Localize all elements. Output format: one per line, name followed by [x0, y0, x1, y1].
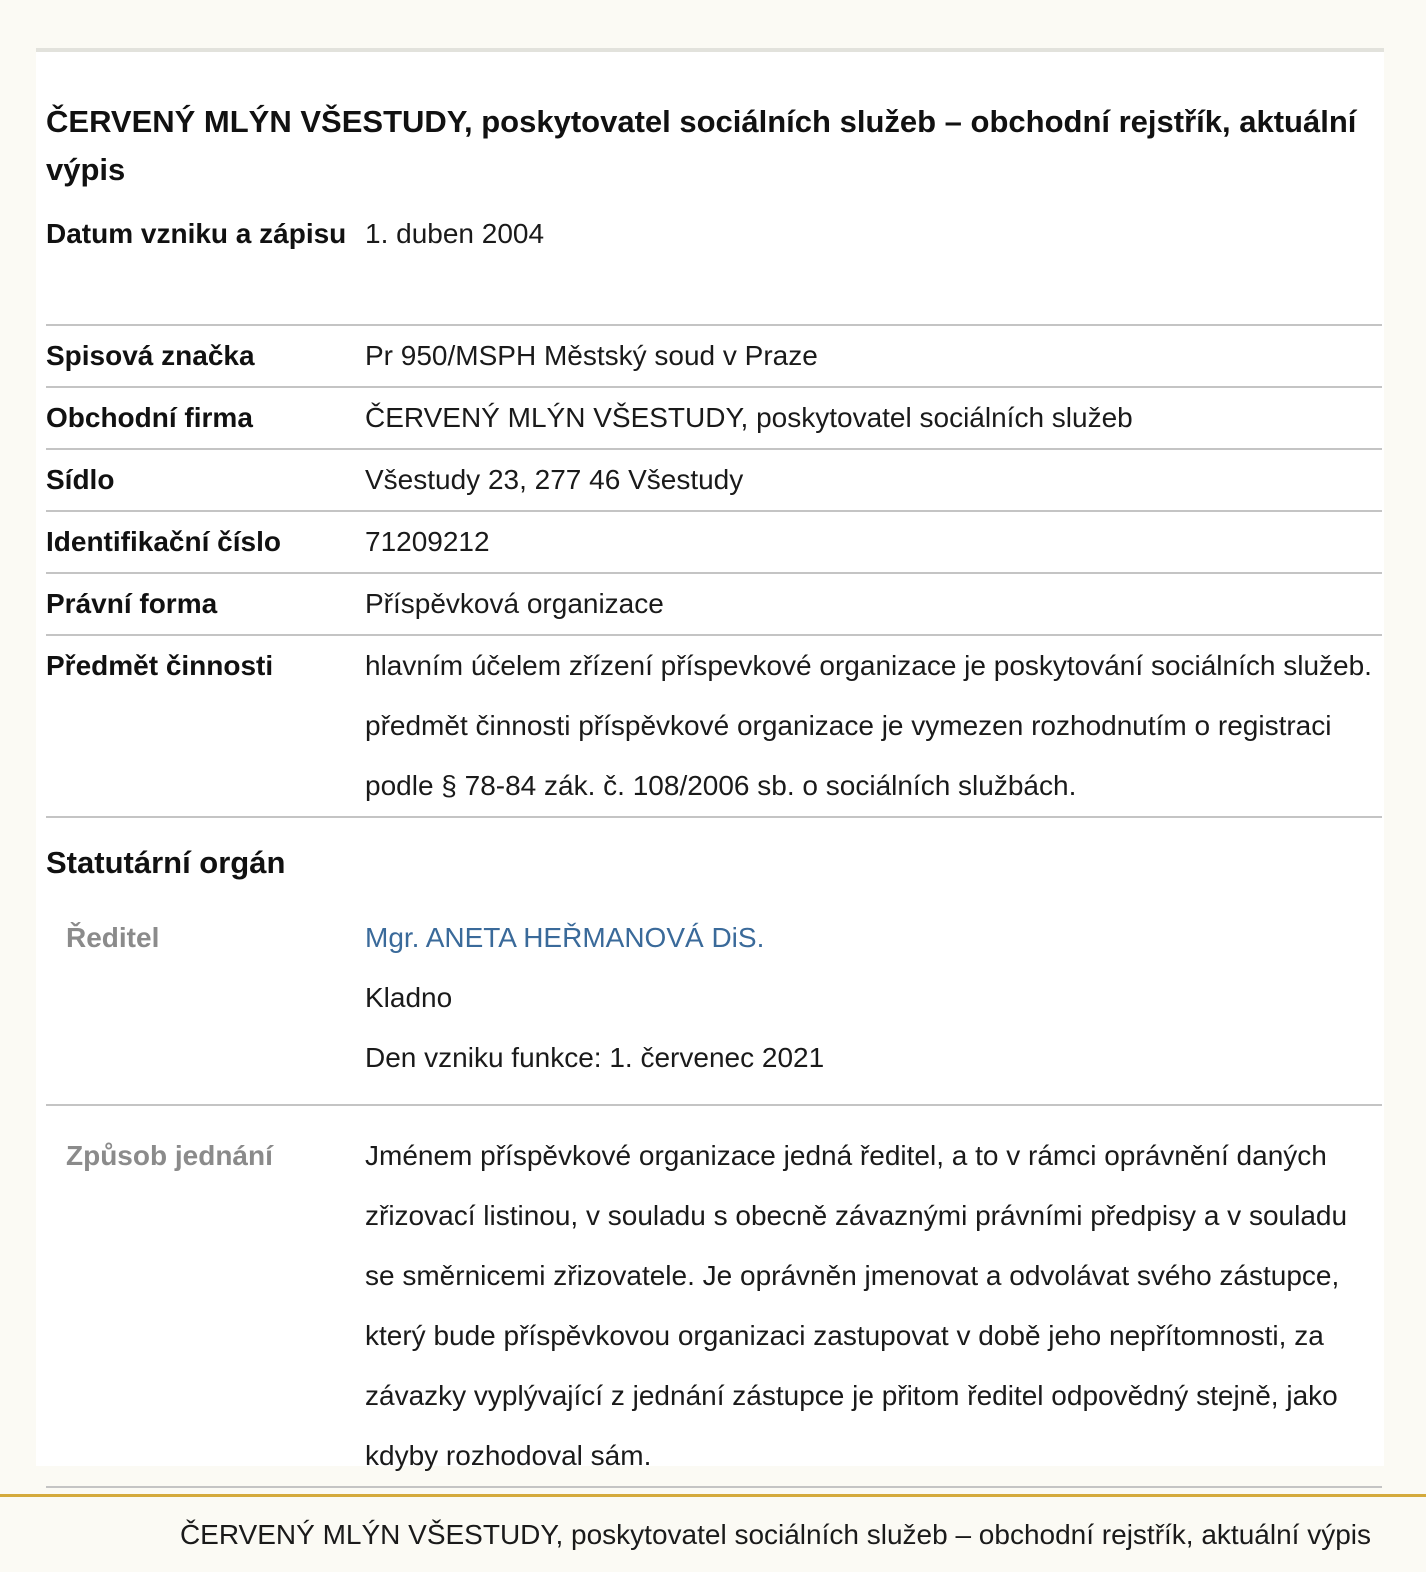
footer — [0, 1494, 1426, 1572]
row-value: hlavním účelem zřízení příspevkové organizace je poskytování sociálních služeb. předmět činnosti příspěvkové organizace je vymezen rozhodnutím o registraci podle § 78-84 zák. č. 108/2006 sb. o sociálních službách. — [365, 650, 1372, 801]
director-since: Den vzniku funkce: 1. červenec 2021 — [365, 1042, 825, 1073]
page-title: ČERVENÝ MLÝN VŠESTUDY, poskytovatel sociálních služeb – obchodní rejstřík, aktuální výpis — [46, 104, 1357, 187]
row-label: Datum vzniku a zápisu — [46, 218, 347, 249]
statutory-section-title: Statutární orgán — [46, 845, 286, 880]
row-spisova-znacka — [46, 326, 1382, 388]
row-value: Pr 950/MSPH Městský soud v Praze — [365, 340, 818, 371]
row-label: Obchodní firma — [46, 402, 253, 433]
row-reditel — [46, 908, 1382, 1106]
row-value: Jménem příspěvkové organizace jedná ředitel, a to v rámci oprávnění daných zřizovací listinou, v souladu s obecně závaznými právními předpisy a v souladu se směrnicemi zřizovatele. Je oprávněn jmenovat a odvolávat svého zástupce, který bude příspěvkovou organizaci zastupovat v době jeho nepřítomnosti, za závazky vyplývající z jednání zástupce je přitom ředitel odpovědný stejně, jako kdyby rozhodoval sám. — [365, 1140, 1348, 1471]
row-pravni-forma — [46, 574, 1382, 636]
row-label: Spisová značka — [46, 340, 255, 371]
row-sidlo — [46, 450, 1382, 512]
row-label: Předmět činnosti — [46, 650, 274, 681]
row-value: Příspěvková organizace — [365, 588, 664, 619]
director-name-link[interactable]: Mgr. ANETA HEŘMANOVÁ DiS. — [365, 922, 765, 953]
row-obchodni-firma — [46, 388, 1382, 450]
row-label: Sídlo — [46, 464, 115, 495]
row-zpusob-jednani — [46, 1106, 1382, 1488]
row-label: Identifikační číslo — [46, 526, 281, 557]
row-value: 1. duben 2004 — [365, 218, 545, 249]
registry-panel — [36, 48, 1384, 1471]
row-datum-vzniku — [46, 204, 1382, 326]
registry-table — [46, 204, 1382, 1488]
row-label: Způsob jednání — [66, 1140, 273, 1171]
row-identifikacni-cislo — [46, 512, 1382, 574]
row-label: Právní forma — [46, 588, 218, 619]
footer-text: ČERVENÝ MLÝN VŠESTUDY, poskytovatel sociálních služeb – obchodní rejstřík, aktuální výpis — [179, 1519, 1371, 1550]
director-city: Kladno — [365, 982, 453, 1013]
director-details — [365, 908, 1382, 1104]
row-value: ČERVENÝ MLÝN VŠESTUDY, poskytovatel sociálních služeb — [365, 402, 1133, 433]
row-value: 71209212 — [365, 526, 490, 557]
row-label: Ředitel — [66, 922, 160, 953]
row-predmet-cinnosti — [46, 636, 1382, 818]
row-value: Všestudy 23, 277 46 Všestudy — [365, 464, 744, 495]
